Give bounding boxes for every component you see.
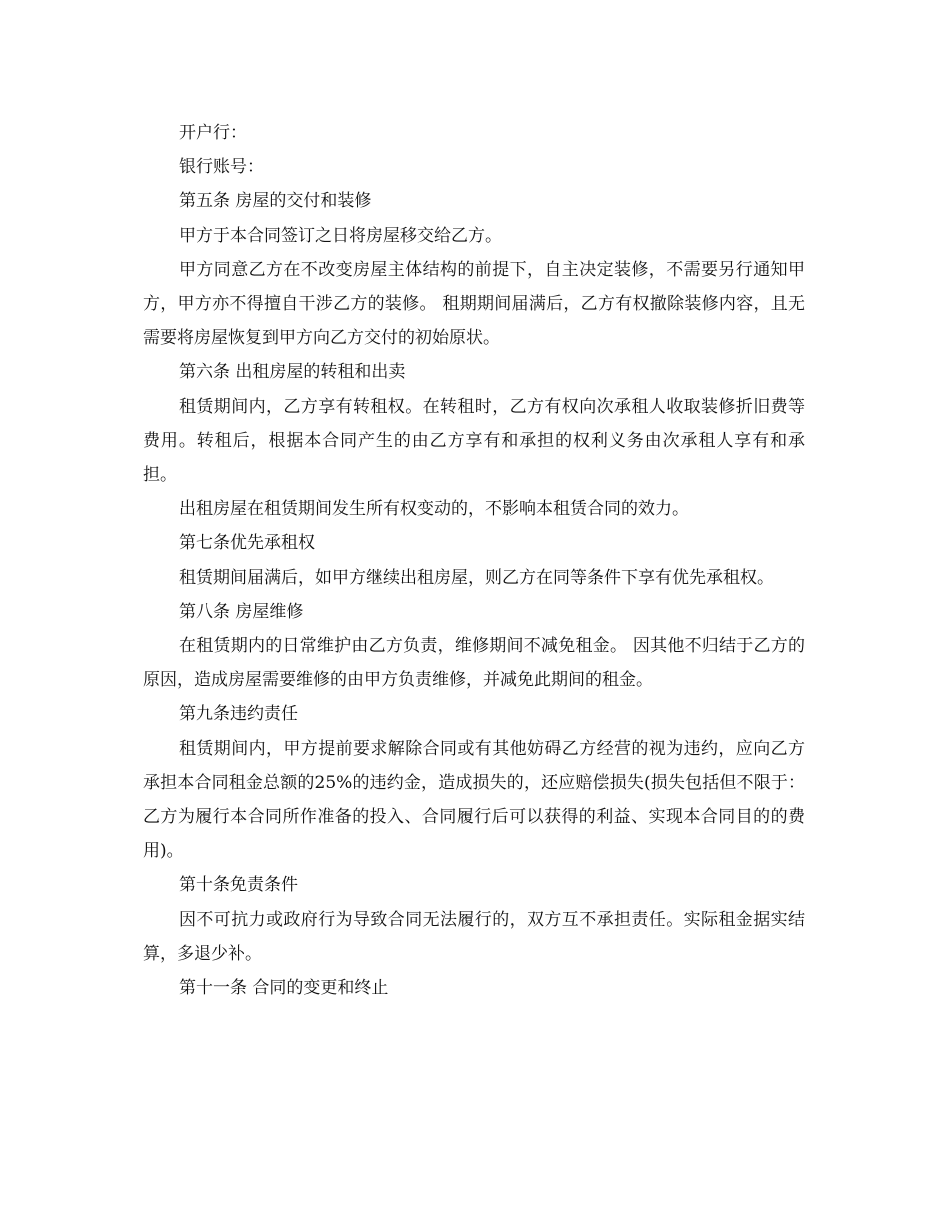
article-10-paragraph-1: 因不可抗力或政府行为导致合同无法履行的，双方互不承担责任。实际租金据实结算，多退少补。 (143, 909, 805, 964)
bank-account-line: 银行账号： (179, 157, 264, 178)
article-6-paragraph-1: 租赁期间内，乙方享有转租权。在转租时，乙方有权向次承租人收取装修折旧费等费用。转租后，根据本合同产生的由乙方享有和承担的权利义务由次承租人享有和承担。 (143, 396, 805, 486)
article-8-paragraph-1: 在租赁期内的日常维护由乙方负责，维修期间不减免租金。 因其他不归结于乙方的原因，造成房屋需要维修的由甲方负责维修，并减免此期间的租金。 (143, 636, 805, 691)
article-8-heading: 第八条 房屋维修 (179, 601, 304, 622)
article-7-paragraph-1: 租赁期间届满后，如甲方继续出租房屋，则乙方在同等条件下享有优先承租权。 (179, 567, 774, 588)
document-body (143, 116, 805, 1005)
article-11-heading: 第十一条 合同的变更和终止 (179, 978, 389, 999)
article-7-heading: 第七条优先承租权 (179, 533, 315, 554)
article-9-paragraph-1: 租赁期间内，甲方提前要求解除合同或有其他妨碍乙方经营的视为违约，应向乙方承担本合同租金总额的25%的违约金，造成损失的，还应赔偿损失(损失包括但不限于：乙方为履行本合同所作准备的投入、合同履行后可以获得的利益、实现本合同目的的费用)。 (143, 738, 805, 862)
article-5-paragraph-2: 甲方同意乙方在不改变房屋主体结构的前提下，自主决定装修，不需要另行通知甲方，甲方亦不得擅自干涉乙方的装修。 租期期间届满后，乙方有权撤除装修内容，且无需要将房屋恢复到甲方向乙方交付的初始原状。 (143, 259, 805, 349)
article-6-paragraph-2: 出租房屋在租赁期间发生所有权变动的，不影响本租赁合同的效力。 (179, 499, 689, 520)
bank-name-line: 开户行： (179, 123, 247, 143)
article-5-heading: 第五条 房屋的交付和装修 (179, 191, 372, 212)
article-10-heading: 第十条免责条件 (179, 875, 298, 896)
article-6-heading: 第六条 出租房屋的转租和出卖 (179, 362, 406, 383)
article-5-paragraph-1: 甲方于本合同签订之日将房屋移交给乙方。 (179, 225, 502, 246)
article-9-heading: 第九条违约责任 (179, 704, 298, 725)
